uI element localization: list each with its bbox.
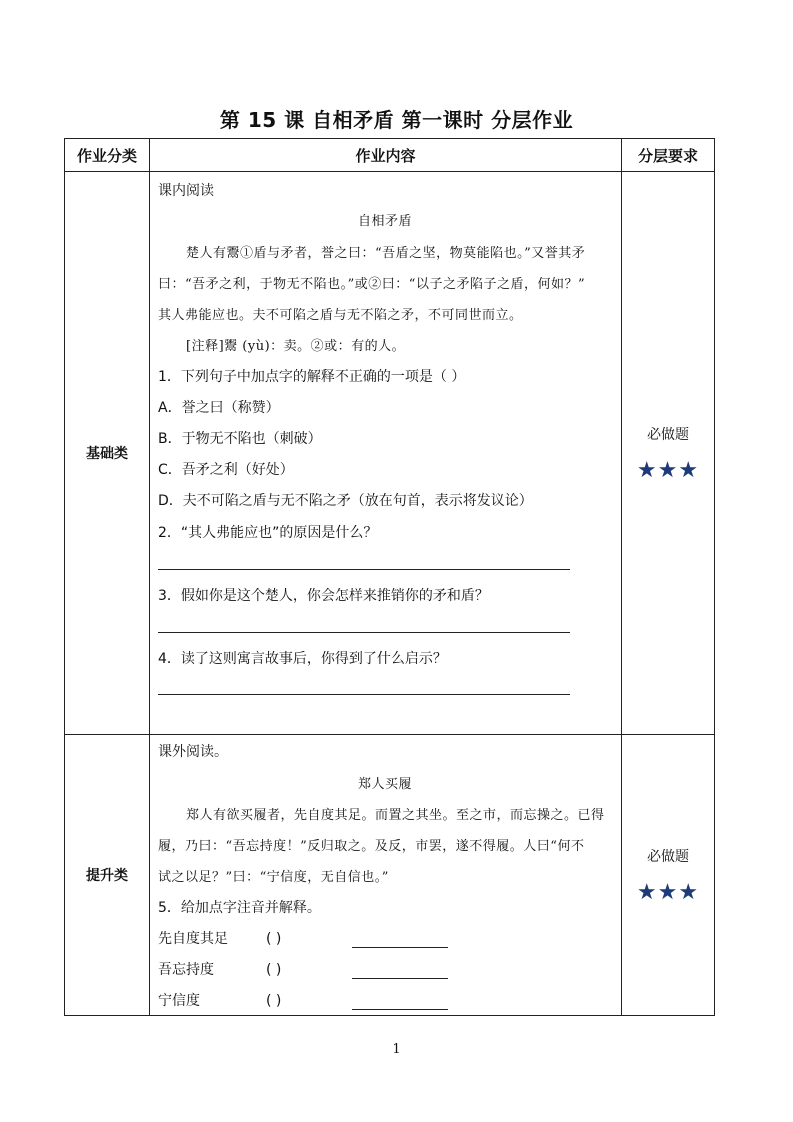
q5-answer-line-3[interactable] xyxy=(352,995,448,1010)
q5-item-3-text: 宁信度 xyxy=(158,993,200,1009)
passage2-line-1: 郑人有欲买履者，先自度其足。而置之其坐。至之市，而忘操之。已得 xyxy=(186,808,605,823)
requirement-label-basic: 必做题 xyxy=(647,426,689,443)
requirement-label-advanced: 必做题 xyxy=(647,848,689,865)
passage2-line-2: 履，乃曰：“吾忘持度！”反归取之。及反，市罢，遂不得履。人曰“何不 xyxy=(158,839,585,854)
table-row-basic xyxy=(65,172,715,735)
option-a: A．誉之曰（称赞） xyxy=(158,400,280,416)
table-row-advanced xyxy=(65,735,715,1016)
category-basic: 基础类 xyxy=(65,172,150,735)
star-rating-icon: ★★★ xyxy=(636,457,700,483)
q5-paren-1[interactable]: ( ) xyxy=(266,931,282,947)
option-b: B．于物无不陷也（刺破） xyxy=(158,431,322,447)
passage-title-advanced: 郑人买履 xyxy=(357,777,412,792)
q5-paren-3[interactable]: ( ) xyxy=(266,993,282,1009)
passage2-line-3: 试之以足？”曰：“宁信度，无自信也。” xyxy=(158,870,389,885)
content-advanced xyxy=(150,735,622,1016)
option-c: C．吾矛之利（好处） xyxy=(158,462,294,478)
q5-item-1-text: 先自度其足 xyxy=(158,931,228,947)
intro-basic: 课内阅读 xyxy=(158,183,214,199)
answer-line-3[interactable] xyxy=(158,632,570,633)
requirement-basic xyxy=(622,172,715,735)
q5-item-3 xyxy=(158,990,448,1010)
question-3: 3．假如你是这个楚人，你会怎样来推销你的矛和盾？ xyxy=(158,588,489,604)
header-category: 作业分类 xyxy=(65,139,150,172)
table-header-row xyxy=(65,139,715,172)
header-content: 作业内容 xyxy=(150,139,622,172)
star-rating-icon: ★★★ xyxy=(636,879,700,905)
note: [注释]鬻 (yù)：卖。②或：有的人。 xyxy=(186,339,406,354)
q5-item-2 xyxy=(158,959,448,979)
category-advanced: 提升类 xyxy=(65,735,150,1016)
requirement-advanced xyxy=(622,735,715,1016)
homework-table xyxy=(64,138,715,1016)
question-4: 4．读了这则寓言故事后，你得到了什么启示？ xyxy=(158,651,447,667)
page-title: 第 15 课 自相矛盾 第一课时 分层作业 xyxy=(219,108,574,132)
passage-line-3: 其人弗能应也。夫不可陷之盾与无不陷之矛，不可同世而立。 xyxy=(158,308,523,323)
header-requirement: 分层要求 xyxy=(622,139,715,172)
q5-item-1 xyxy=(158,928,448,948)
passage-line-1: 楚人有鬻①盾与矛者，誉之曰：“吾盾之坚，物莫能陷也。”又誉其矛 xyxy=(186,246,586,261)
q5-item-2-text: 吾忘持度 xyxy=(158,962,214,978)
answer-line-4[interactable] xyxy=(158,694,570,695)
option-d: D．夫不可陷之盾与无不陷之矛（放在句首，表示将发议论） xyxy=(158,493,533,509)
q5-paren-2[interactable]: ( ) xyxy=(266,962,282,978)
passage-line-2: 曰：“吾矛之利，于物无不陷也。”或②曰：“以子之矛陷子之盾，何如？” xyxy=(158,277,586,292)
intro-advanced: 课外阅读。 xyxy=(158,744,228,760)
page-number: 1 xyxy=(392,1042,401,1057)
question-5: 5．给加点字注音并解释。 xyxy=(158,900,321,916)
question-2: 2．“其人弗能应也”的原因是什么？ xyxy=(158,525,378,541)
content-basic xyxy=(150,172,622,735)
q5-answer-line-1[interactable] xyxy=(352,933,448,948)
q5-answer-line-2[interactable] xyxy=(352,964,448,979)
answer-line-2[interactable] xyxy=(158,569,570,570)
passage-title-basic: 自相矛盾 xyxy=(357,214,412,229)
question-1: 1．下列句子中加点字的解释不正确的一项是（ ） xyxy=(158,369,466,385)
